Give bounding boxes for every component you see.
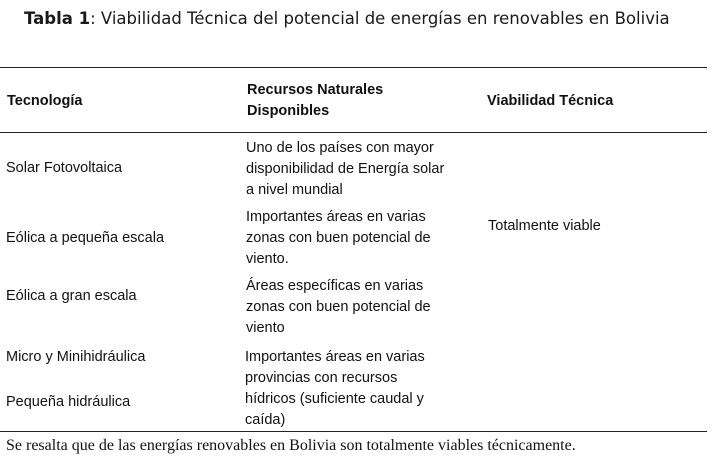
row-1-recursos: Uno de los países con mayor disponibilidad de Energía solar a nivel mundial: [246, 140, 445, 198]
header-viabilidad: Viabilidad Técnica: [487, 93, 614, 109]
header-bottom-rule: [0, 132, 707, 133]
row-2-tecnologia: Eólica a pequeña escala: [6, 230, 165, 246]
caption-label: Tabla 1: [24, 9, 91, 28]
caption-text: : Viabilidad Técnica del potencial de energías en renovables en Bolivia: [90, 9, 670, 28]
row-4-tecnologia-2: Pequeña hidráulica: [6, 394, 131, 410]
row-1-tecnologia: Solar Fotovoltaica: [6, 160, 123, 176]
row-2-recursos: Importantes áreas en varias zonas con buen potencial de viento.: [246, 209, 431, 267]
row-3-recursos: Áreas específicas en varias zonas con buen potencial de viento: [246, 278, 431, 336]
row-4-tecnologia: Micro y Minihidráulica: [6, 349, 146, 365]
header-tecnologia: Tecnología: [7, 93, 83, 109]
row-3-tecnologia: Eólica a gran escala: [6, 288, 137, 304]
header-recursos: Recursos Naturales Disponibles: [247, 82, 384, 119]
row-4-recursos: Importantes áreas en varias provincias con recursos hídricos (suficiente caudal y caída): [245, 349, 425, 428]
table-caption: [24, 5, 704, 32]
footnote: Se resalta que de las energías renovables en Bolivia son totalmente viables técnicamente.: [6, 437, 576, 454]
table-top-rule: [0, 67, 707, 68]
table-bottom-rule: [0, 431, 707, 432]
viabilidad-value: Totalmente viable: [488, 218, 601, 234]
